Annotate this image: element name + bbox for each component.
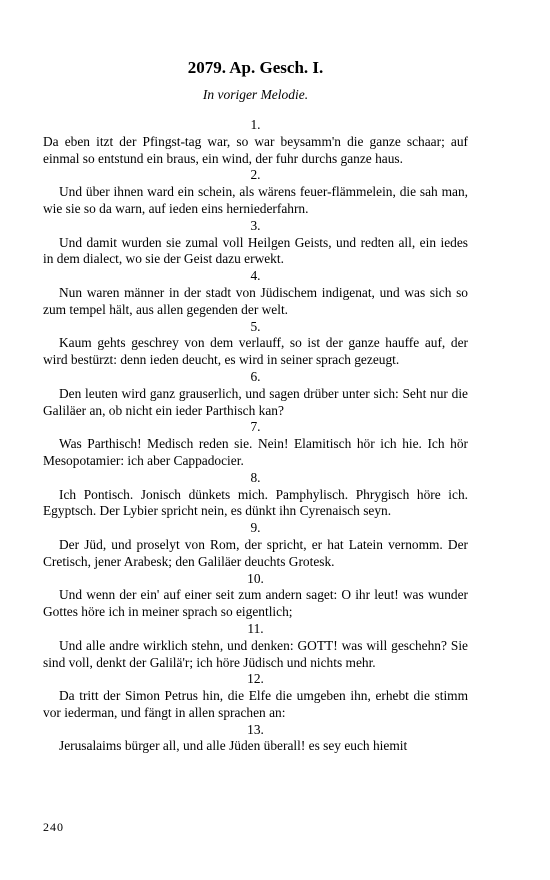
verse-text: Nun waren männer in der stadt von Jüdischem indigenat, und was sich so zum tempel hält, aus allen gegenden der welt.: [43, 284, 468, 317]
verse-text: Da tritt der Simon Petrus hin, die Elfe die umgeben ihn, erhebt die stimm vor iederman, und fängt in allen sprachen an:: [43, 688, 468, 720]
verse-number: 5.: [250, 318, 261, 334]
verse-number: 10.: [247, 570, 264, 586]
verse-number: 9.: [250, 520, 261, 536]
verse-text: Kaum gehts geschrey von dem verlauff, so ist der ganze hauffe auf, der wird bestürzt: denn ieden deucht, es wird in seiner sprach gezeugt.: [43, 335, 468, 368]
verse-text: Ich Pontisch. Jonisch dünkets mich. Pamphylisch. Phrygisch höre ich. Egyptsch. Der Lybier spricht nein, es dünkt ihn Cyrenaisch seyn.: [43, 486, 468, 519]
page-content: [43, 58, 468, 755]
verse-number: 6.: [250, 368, 261, 384]
page-number: 240: [43, 820, 64, 834]
verse-text: Und damit wurden sie zumal voll Heilgen Geists, und redten all, ein iedes in dem dialect, wo sie der Geist dazu erwekt.: [43, 234, 468, 267]
verse-number: 8.: [250, 469, 261, 485]
verse-number: 7.: [250, 419, 261, 435]
verse-number: 11.: [247, 620, 264, 636]
verse-text: Da eben itzt der Pfingst-tag war, so war beysamm'n die ganze schaar; auf einmal so entstund ein braus, ein wind, der fuhr durchs ganze haus.: [43, 133, 468, 166]
verse-text: Der Jüd, und proselyt von Rom, der spricht, er hat Latein vernomm. Der Cretisch, jener Arabesk; den Galiläer deuchts Grotesk.: [43, 536, 468, 569]
verse-text: Was Parthisch! Medisch reden sie. Nein! Elamitisch hör ich hie. Ich hör Mesopotamier: ich aber Cappadocier.: [43, 436, 468, 468]
verse-text: Und alle andre wirklich stehn, und denken: GOTT! was will geschehn? Sie sind voll, denkt der Galilä'r; ich höre Jüdisch und nichts mehr.: [43, 637, 468, 670]
verse-text: Und über ihnen ward ein schein, als wärens feuer-flämmelein, die sah man, wie sie so da warn, auf ieden eins herniederfahrn.: [43, 184, 468, 216]
verse-text: Den leuten wird ganz grauserlich, und sagen drüber unter sich: Seht nur die Galiläer an, ob nicht ein ieder Parthisch kan?: [43, 385, 468, 418]
verse-text: Und wenn der ein' auf einer seit zum andern saget: O ihr leut! was wunder Gottes höre ich in meiner sprach so eigentlich;: [43, 587, 468, 620]
verse-number: 13.: [247, 721, 264, 737]
verse-list: [43, 117, 468, 755]
verse-number: 1.: [250, 117, 261, 132]
verse-number: 3.: [250, 217, 261, 233]
hymn-title: 2079. Ap. Gesch. I.: [187, 58, 324, 77]
verse-number: 12.: [247, 671, 264, 687]
melody-note: In voriger Melodie.: [202, 87, 309, 102]
verse-number: 2.: [250, 167, 261, 183]
verse-text: Jerusalaims bürger all, und alle Jüden überall! es sey euch hiemit: [59, 738, 408, 754]
verse-number: 4.: [250, 268, 261, 284]
